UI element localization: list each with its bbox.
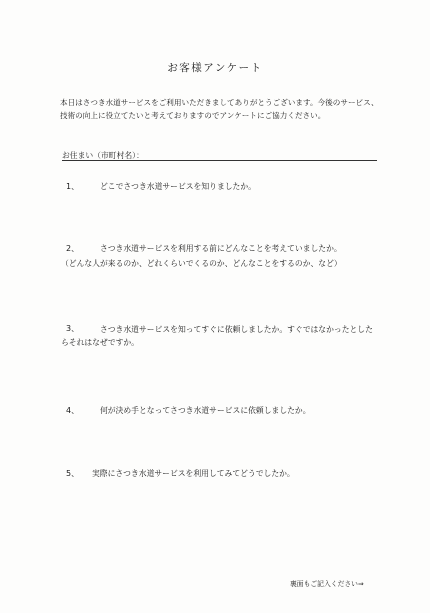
back-page-note: 裏面もご記入ください⇒ (290, 580, 364, 588)
address-label: お住まい（市町村名）： (62, 151, 144, 160)
survey-title: お客様アンケート (167, 62, 263, 74)
survey-intro: 本日はさつき水道サービスをご利用いただきましてありがとうございます。今後のサービス、技術の向上に役立てたいと考えておりますのでアンケートにご協力ください。 (60, 98, 379, 120)
address-underline (62, 160, 377, 161)
question-3-number: 3、 (66, 324, 80, 333)
question-2-subtext: （どんな人が来るのか、どれくらいでくるのか、どんなことをするのか、など） (61, 259, 342, 268)
question-5-text: 実際にさつき水道サービスを利用してみてどうでしたか。 (92, 469, 295, 478)
question-3-text: さつき水道サービスを知ってすぐに依頼しましたか。すぐではなかったとしたらそれはなぜですか。 (61, 325, 373, 347)
question-4-number: 4、 (66, 406, 80, 415)
question-1-text: どこでさつき水道サービスを知りましたか。 (100, 182, 256, 191)
question-1-number: 1、 (66, 182, 80, 191)
question-5-number: 5、 (66, 469, 80, 478)
question-2-text: さつき水道サービスを利用する前にどんなことを考えていましたか。 (100, 244, 342, 253)
question-2-number: 2、 (66, 244, 80, 253)
question-4-text: 何が決め手となってさつき水道サービスに依頼しましたか。 (100, 406, 311, 415)
